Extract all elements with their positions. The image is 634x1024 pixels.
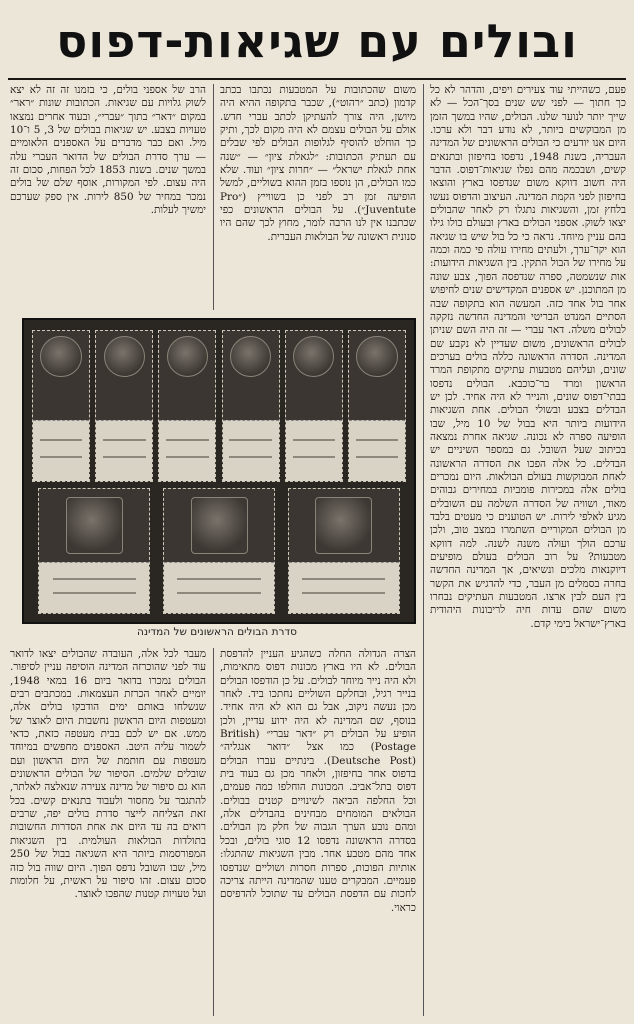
stamp-500-mil (163, 488, 275, 614)
column-2-text: משום שהכתובות על המטבעות נכתבו בכתב קדמון (כתב ״רהוט״), שכבר בתקופה ההיא היה מיושן, היה צורך להעתיקן לכתב עברי חדש. אולם על הבולים עצמם לא היה מקום לכך, ותיק כך הוחלט להוסיף לגלופות הבולים לפי שבלים עם תעתיק הכתובות: ״לגאלת ציון״ — ״שנה אחת לגאלת ישראל״ — ״חרות ציון״ ועוד. שלא כמו הבולים, הן נוספו בזמן ההוא בשוליים, למשל הופיעה זמן רב לפני כן בשווייץ (״Pro Juventute״). על הבולים הראשונים כפי שכתבנו אין לנו הרבה לומר, מחוץ לכך שהם היו סנונית ראשונה של הבולאות העברית. (220, 84, 416, 243)
column-3-text: הרב של אספני בולים, כי בזמנו זה זה לא יצא לשוק גלויות עם שגיאות. הכתובות שונות ״ראר״ במקום ״דאר״ בתוך ״עברי״, ובעוד אחרים נמצאו טעויות בצבע. יש שגיאות בבולים של 3, 5 ו־10 מיל. ואם כבר מדברים על האספנים הלאומיים — ערך סדרת הבולים של הדואר העברי עלה במשך שנים. בשנת 1853 לכל הפחות, סכום זה היה עצום. לפי המקורות, אוסף שלם של בולים נמכר במחיר של 850 לירות. אין ספק שערכם ימשיך לעלות. (10, 84, 206, 217)
stamp-10-mil (222, 330, 280, 482)
stamp-row-bottom (32, 488, 406, 612)
stamp-15-mil (158, 330, 216, 482)
stamp-250-mil (288, 488, 400, 614)
article-column-2 (213, 84, 416, 310)
article-column-3 (10, 84, 206, 310)
column-2-lower-text: הצרה הגדולה החלה כשהגיע העניין להדפסת הבולים. לא היו בארץ מכונות דפוס מתאימות, ולא היה נייר מיוחד לבולים. על כן הודפסו הבולים בנייר רגיל, ובחלקם השוליים נחתכו ביד. לאחר מכן נעשה ניקוב, אבל גם הוא לא היה אחיד. בנוסף, שם המדינה לא היה ידוע עדיין, ולכן הופיע על הבולים רק ״דאר עברי״ (British Postage) כמו אצל ״דואר אנגליה״ (Deutsche Post). בינתיים עברו הבולים בדפוס אחר בחיפזון, ולאחר מכן גם בעוד בית דפוס בתל־אביב. המכונות הוחלפו כמה פעמים, וכל החלפה הביאה לשינויים קטנים בבולים. הבולאים המומחים מבחינים בהבדלים אלה, ומהם נובע הערך הגבוה של חלק מן הבולים. בסדרה הראשונה נדפסו 12 סוגי בולים, ובכל אחד מהם מטבע אחר. מבין השגיאות שהתגלו: אותיות הפוכות, ספרות חסרות ושוליים שנדפסו פעמיים. המבקרים טענו שהמדינה הייתה צריכה לחכות עם הדפסת הבולים עד שתוכל להדפיסם כראוי. (220, 648, 416, 914)
stamp-3-mil (348, 330, 406, 482)
stamps-photo (22, 318, 416, 624)
stamp-20-mil (95, 330, 153, 482)
article-column-3-lower (10, 648, 206, 1016)
stamp-row-top (32, 330, 406, 480)
stamp-1000-mil (38, 488, 150, 614)
article-headline: ובולים עם שגיאות-דפוס (8, 4, 626, 80)
stamp-50-mil (32, 330, 90, 482)
column-1-text: פעם, כשהייתי עוד צעירים ויפים, והדהר לא כל כך חתוך — לפני שש שנים בסך־הכל — לא שייך יותר לנוער שלנו. הבולים, שהיו במשך הזמן מן המבוקשים ביותר, לא נודע דבר ולא ערכו. היום אנו יודעים כי הבולים הראשונים של המדינה העבריה, בשנת 1948, נדפסו בחיפזון ובתנאים קשים, ושבכמה מהם נפלו שגיאות־דפוס. הדבר היה חשוב דווקא משום שנדפסו בארץ והוצאו בחיפזון לפני הקמת המדינה. העיצוב והדפוס נעשו בלחץ זמן, והשגיאות נתגלו רק לאחר שהבולים יצאו לשוק. אספני הבולים בארץ ובעולם כולו גילו בהם עניין מיוחד. נראה כי כל בול שיש בו שגיאה הוא יקר־ערך, ולעתים מחירו עולה פי כמה וכמה על מחירו של הבול התקין. בין השגיאות הידועות: אות שנשמטה, ספרה שנדפסה הפוך, צבע שונה מן המתוכנן. יש אספנים המקדישים שנים לחיפוש אחר בול אחד כזה. המעשה הוא בתקופה שבה הסתיים המנדט הבריטי והמדינה החדשה נזקקה לבולים משלה. דאר עברי — זה היה השם שניתן לבולים הראשונים, משום שעדיין לא נקבע שם המדינה. הסדרה הראשונה כללה בולים בערכים שונים, ועליהם מטבעות עתיקים מתקופת המרד הראשון ומרד בר־כוכבא. הבולים נדפסו בבתי־דפוס שונים, והנייר לא היה אחיד. לכן יש הבדלים בצבע ובשולי הבולים. אחת השגיאות הידועות ביותר היא בבול של 10 מיל, שבו הופיעה ספרה לא נכונה. שגיאה אחרת נמצאה בכיתוב שעל השובל. גם במספר השיניים יש הבדלים. כל אלה הפכו את הסדרה הראשונה לאחת המבוקשות בעולם הבולאות. היום נמכרים בולים אלה במכירות פומביות במחירים גבוהים מאוד, ושוויה של הסדרה השלמה עם השובלים מגיע לאלפי לירות. יש הטוענים כי מעטים בלבד מן הבולים המקוריים השתמרו במצב טוב, ולכן ערכם הולך ועולה משנה לשנה. למה דווקא מטבעות? על רוב הבולים בעולם מופיעים דיוקנאות מלכים ונשיאים, אך המדינה החדשה בחרה בסמלים מן העבר, כדי להדגיש את הקשר בין העם לבין ארצו. המטבעות העתיקים נבחרו משום שהם עדות חיה לריבונות היהודית בארץ־ישראל בימי קדם. (430, 84, 626, 630)
article-column-1 (423, 84, 626, 1016)
photo-caption: סדרת הבולים הראשונים של המדינה (137, 626, 297, 638)
column-3-lower-text: מעבר לכל אלה, העובדה שהבולים יצאו לדואר עוד לפני שהוכרזה המדינה הוסיפה עניין לסיפור. הבולים נמכרו בדואר ביום 16 במאי 1948, יומיים לאחר הכרזת העצמאות. במכתבים רבים שנשלחו באותם ימים הודבקו בולים אלה, ומעטפות היום הראשון נחשבות היום לאוצר של ממש. אם יש לכם בבית מעטפה כזאת, כדאי לשמור עליה היטב. האספנים מחפשים במיוחד מעטפות עם חותמת של היום הראשון ועם שובלים שלמים. הסיפור של הבולים הראשונים הוא גם סיפור של מדינה צעירה שנאלצה לאלתר, להתגבר על מחסור ולעבוד בתנאים קשים. בכל זאת הצליחה לייצר סדרת בולים יפה, שרבים רואים בה עד היום את אחת הסדרות החשובות בתולדות הבולאות העולמית. בין השגיאות המפורסמות ביותר היא השגיאה בבול של 250 מיל, שבו השובל נדפס הפוך. היום שווה בול כזה סכום עצום. זהו סיפור על ראשית, על חלומות ועל טעויות קטנות שהפכו לאוצר. (10, 648, 206, 901)
stamp-5-mil (285, 330, 343, 482)
article-column-2-lower (213, 648, 416, 1016)
